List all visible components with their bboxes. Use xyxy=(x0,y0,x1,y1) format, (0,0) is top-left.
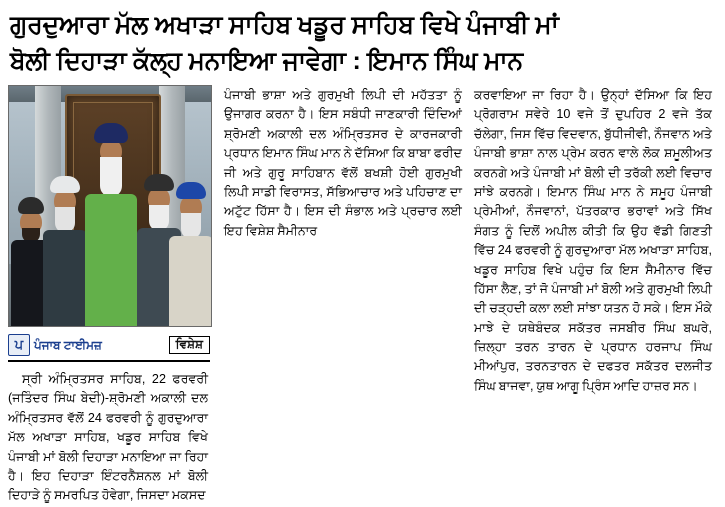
column-3-text: ਕਰਵਾਇਆ ਜਾ ਰਿਹਾ ਹੈ। ਉਨ੍ਹਾਂ ਦੱਸਿਆ ਕਿ ਇਹ ਪ੍ਰੋਗਰਾਮ ਸਵੇਰੇ 10 ਵਜੇ ਤੋਂ ਦੁਪਹਿਰ 2 ਵਜੇ ਤੱਕ ਚੱਲੇਗਾ, ਜਿਸ ਵਿੱਚ ਵਿਦਵਾਨ, ਬੁੱਧੀਜੀਵੀ, ਨੌਜਵਾਨ ਅਤੇ ਪੰਜਾਬੀ ਭਾਸ਼ਾ ਨਾਲ ਪ੍ਰੇਮ ਕਰਨ ਵਾਲੇ ਲੋਕ ਸ਼ਮੂਲੀਅਤ ਕਰਨਗੇ ਅਤੇ ਪੰਜਾਬੀ ਮਾਂ ਬੋਲੀ ਦੀ ਤਰੱਕੀ ਲਈ ਵਿਚਾਰ ਸਾਂਝੇ ਕਰਨਗੇ। ਇਮਾਨ ਸਿੰਘ ਮਾਨ ਨੇ ਸਮੂਹ ਪੰਜਾਬੀ ਪ੍ਰੇਮੀਆਂ, ਨੌਜਵਾਨਾਂ, ਪੱਤਰਕਾਰ ਭਰਾਵਾਂ ਅਤੇ ਸਿੱਖ ਸੰਗਤ ਨੂੰ ਦਿਲੋਂ ਅਪੀਲ ਕੀਤੀ ਕਿ ਉਹ ਵੱਡੀ ਗਿਣਤੀ ਵਿੱਚ 24 ਫਰਵਰੀ ਨੂੰ ਗੁਰਦੁਆਰਾ ਮੱਲ ਅਖਾੜਾ ਸਾਹਿਬ, ਖਡੂਰ ਸਾਹਿਬ ਵਿਖੇ ਪਹੁੰਚ ਕਿ ਇਸ ਸੈਮੀਨਾਰ ਵਿੱਚ ਹਿੱਸਾ ਲੈਣ, ਤਾਂ ਜੋ ਪੰਜਾਬੀ ਮਾਂ ਬੋਲੀ ਅਤੇ ਗੁਰਮੁਖੀ ਲਿਪੀ ਦੀ ਚੜ੍ਹਦੀ ਕਲਾ ਲਈ ਸਾਂਝਾ ਯਤਨ ਹੋ ਸਕੇ। ਇਸ ਮੌਕੇ ਮਾਝੇ ਦੇ ਯਥੇਬੰਦਕ ਸਕੱਤਰ ਜਸਬੀਰ ਸਿੰਘ ਬਘਰੇ, ਜ਼ਿਲ੍ਹਾ ਤਰਨ ਤਾਰਨ ਦੇ ਪ੍ਰਧਾਨ ਹਰਜਾਪ ਸਿੰਘ ਮੀਆਂਪੁਰ, ਤਰਨਤਾਰਨ ਦੇ ਦਫਤਰ ਸਕੱਤਰ ਦਲਜੀਤ ਸਿੰਘ ਬਾਜਵਾ, ਯੁਥ ਆਗੂ ਪ੍ਰਿੰਸ ਆਦਿ ਹਾਜ਼ਰ ਸਨ। xyxy=(474,88,712,393)
torso xyxy=(169,236,212,326)
person-blue-turban-far-right xyxy=(169,182,212,326)
column-1-text: ਸ੍ਰੀ ਅੰਮ੍ਰਿਤਸਰ ਸਾਹਿਬ, 22 ਫਰਵਰੀ (ਜਤਿੰਦਰ ਸਿੰਘ ਬੇਦੀ)-ਸ਼੍ਰੋਮਣੀ ਅਕਾਲੀ ਦਲ ਅੰਮ੍ਰਿਤਸਰ ਵੱਲੋਂ 24 ਫਰਵਰੀ ਨੂੰ ਗੁਰਦੁਆਰਾ ਮੱਲ ਅਖਾੜਾ ਸਾਹਿਬ, ਖਡੂਰ ਸਾਹਿਬ ਵਿਖੇ ਪੰਜਾਬੀ ਮਾਂ ਬੋਲੀ ਦਿਹਾੜਾ ਮਨਾਇਆ ਜਾ ਰਿਹਾ ਹੈ। ਇਹ ਦਿਹਾੜਾ ਇੰਟਰਨੈਸ਼ਨਲ ਮਾਂ ਬੋਲੀ ਦਿਹਾੜੇ ਨੂੰ ਸਮਰਪਿਤ ਹੋਵੇਗਾ, ਜਿਸਦਾ ਮਕਸਦ xyxy=(8,372,208,503)
article-column-2 xyxy=(224,85,462,241)
turban-icon xyxy=(94,123,128,143)
headline-line-2: ਬੋਲੀ ਦਿਹਾੜਾ ਕੱਲ੍ਹ ਮਨਾਇਆ ਜਾਵੇਗਾ : ਇਮਾਨ ਸਿੰਘ ਮਾਨ xyxy=(10,46,523,75)
column-2-text: ਪੰਜਾਬੀ ਭਾਸ਼ਾ ਅਤੇ ਗੁਰਮੁਖੀ ਲਿਪੀ ਦੀ ਮਹੱਤਤਾ ਨੂੰ ਉਜਾਗਰ ਕਰਨਾ ਹੈ। ਇਸ ਸਬੰਧੀ ਜਾਣਕਾਰੀ ਦਿੰਦਿਆਂ ਸ਼੍ਰੋਮਣੀ ਅਕਾਲੀ ਦਲ ਅੰਮ੍ਰਿਤਸਰ ਦੇ ਕਾਰਜਕਾਰੀ ਪ੍ਰਧਾਨ ਇਮਾਨ ਸਿੰਘ ਮਾਨ ਨੇ ਦੱਸਿਆ ਕਿ ਬਾਬਾ ਫਰੀਦ ਜੀ ਅਤੇ ਗੁਰੂ ਸਾਹਿਬਾਨ ਵੱਲੋਂ ਬਖਸ਼ੀ ਹੋਈ ਗੁਰਮੁਖੀ ਲਿਪੀ ਸਾਡੀ ਵਿਰਾਸਤ, ਸੱਭਿਆਚਾਰ ਅਤੇ ਪਹਿਚਾਣ ਦਾ ਅਟੁੱਟ ਹਿੱਸਾ ਹੈ। ਇਸ ਦੀ ਸੰਭਾਲ ਅਤੇ ਪ੍ਰਚਾਰ ਲਈ ਇਹ ਵਿਸ਼ੇਸ਼ ਸੈਮੀਨਾਰ xyxy=(224,88,462,238)
beard xyxy=(100,157,122,197)
torso xyxy=(43,230,87,326)
masthead xyxy=(8,334,210,356)
left-column-block xyxy=(8,85,212,506)
special-badge: ਵਿਸ਼ੇਸ਼ xyxy=(169,336,210,354)
divider xyxy=(8,360,210,362)
masthead-title: ਪੰਜਾਬ ਟਾਈਮਜ਼ xyxy=(34,337,102,352)
person-white-turban xyxy=(43,176,87,326)
article-photo xyxy=(8,85,212,327)
article-column-1 xyxy=(8,368,208,506)
person-center-green-jacket xyxy=(85,123,137,326)
headline-line-1: ਗੁਰਦੁਆਰਾ ਮੱਲ ਅਖਾੜਾ ਸਾਹਿਬ ਖਡੂਰ ਸਾਹਿਬ ਵਿਖੇ ਪੰਜਾਬੀ ਮਾਂ xyxy=(10,11,559,39)
torso xyxy=(85,194,137,326)
punjab-times-logo-icon: ਪ xyxy=(8,334,30,356)
page-title xyxy=(10,8,722,79)
turban-icon xyxy=(176,182,206,199)
turban-icon xyxy=(18,197,44,214)
turban-icon xyxy=(50,176,80,193)
article-column-3 xyxy=(474,85,712,396)
turban-icon xyxy=(144,174,174,191)
article-body xyxy=(8,85,720,506)
